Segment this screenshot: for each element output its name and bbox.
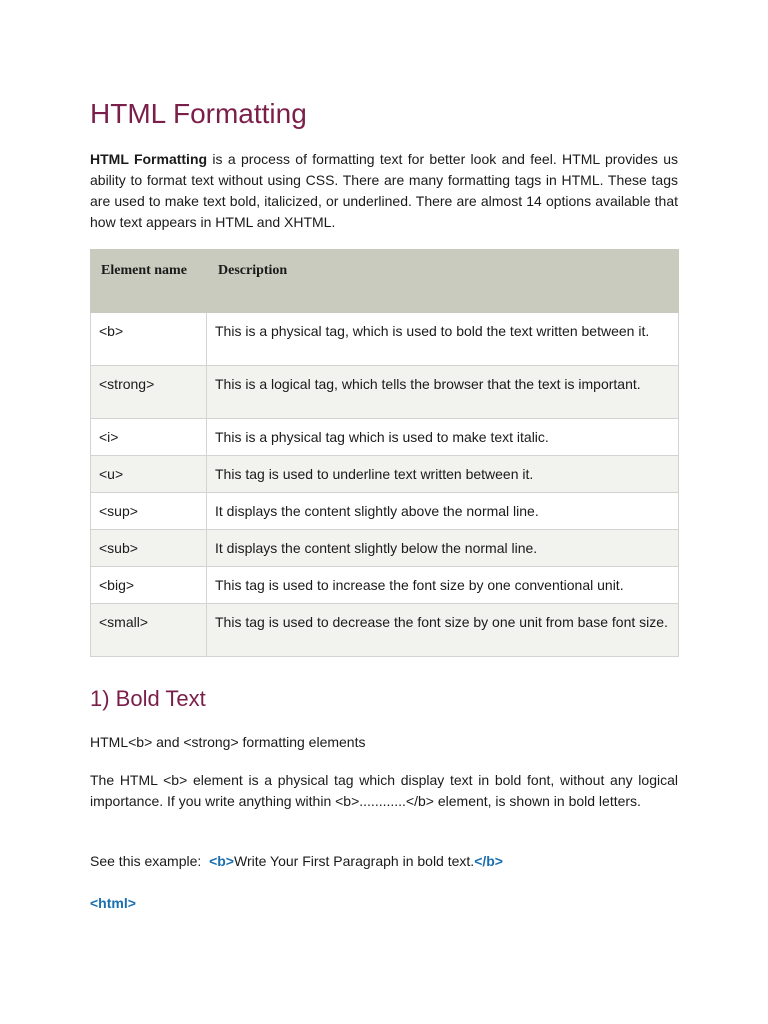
intro-bold-lead: HTML Formatting [90, 151, 208, 167]
description-cell: This tag is used to increase the font size by one conventional unit. [207, 567, 679, 604]
description-cell: It displays the content slightly above the normal line. [207, 493, 679, 530]
section-heading: 1) Bold Text [90, 686, 206, 711]
description-cell: This is a physical tag which is used to make text italic. [207, 419, 679, 456]
formatting-tags-table [90, 249, 679, 657]
table-row [91, 456, 679, 493]
description-cell: This tag is used to underline text written between it. [207, 456, 679, 493]
intro-text: is a process of formatting text for better look and feel. HTML provides us ability to format text without using CSS. There are many formatting tags in HTML. These tags are used to make text bold, italicized, or underlined. There are almost 14 options available that how text appears in HTML and XHTML. [90, 151, 678, 230]
description-cell: This tag is used to decrease the font size by one unit from base font size. [207, 604, 679, 657]
table-row [91, 567, 679, 604]
element-cell: <strong> [91, 366, 207, 419]
description-cell: This is a physical tag, which is used to bold the text written between it. [207, 313, 679, 366]
element-cell: <i> [91, 419, 207, 456]
code-html-tag: <html> [90, 895, 136, 911]
description-cell: This is a logical tag, which tells the browser that the text is important. [207, 366, 679, 419]
element-cell: <u> [91, 456, 207, 493]
example-close-tag: </b> [474, 853, 503, 869]
element-cell: <sup> [91, 493, 207, 530]
table-row [91, 493, 679, 530]
table-row [91, 366, 679, 419]
table-row [91, 530, 679, 567]
bold-description-paragraph: The HTML <b> element is a physical tag which display text in bold font, without any logical importance. If you write anything within <b>............</b> element, is shown in bold letters. [90, 772, 678, 809]
example-label: See this example: [90, 853, 202, 869]
example-line [90, 851, 678, 872]
table-header-row [91, 250, 679, 313]
table-row [91, 313, 679, 366]
element-cell: <big> [91, 567, 207, 604]
table-row [91, 419, 679, 456]
column-header-description: Description [207, 250, 679, 313]
section-subtitle: HTML<b> and <strong> formatting elements [90, 734, 366, 750]
example-open-tag: <b> [209, 853, 234, 869]
element-cell: <b> [91, 313, 207, 366]
table-row [91, 604, 679, 657]
intro-paragraph [90, 149, 678, 233]
example-text: Write Your First Paragraph in bold text. [233, 853, 475, 869]
page-title: HTML Formatting [90, 98, 307, 129]
element-cell: <small> [91, 604, 207, 657]
description-cell: It displays the content slightly below the normal line. [207, 530, 679, 567]
column-header-element: Element name [91, 250, 207, 313]
element-cell: <sub> [91, 530, 207, 567]
